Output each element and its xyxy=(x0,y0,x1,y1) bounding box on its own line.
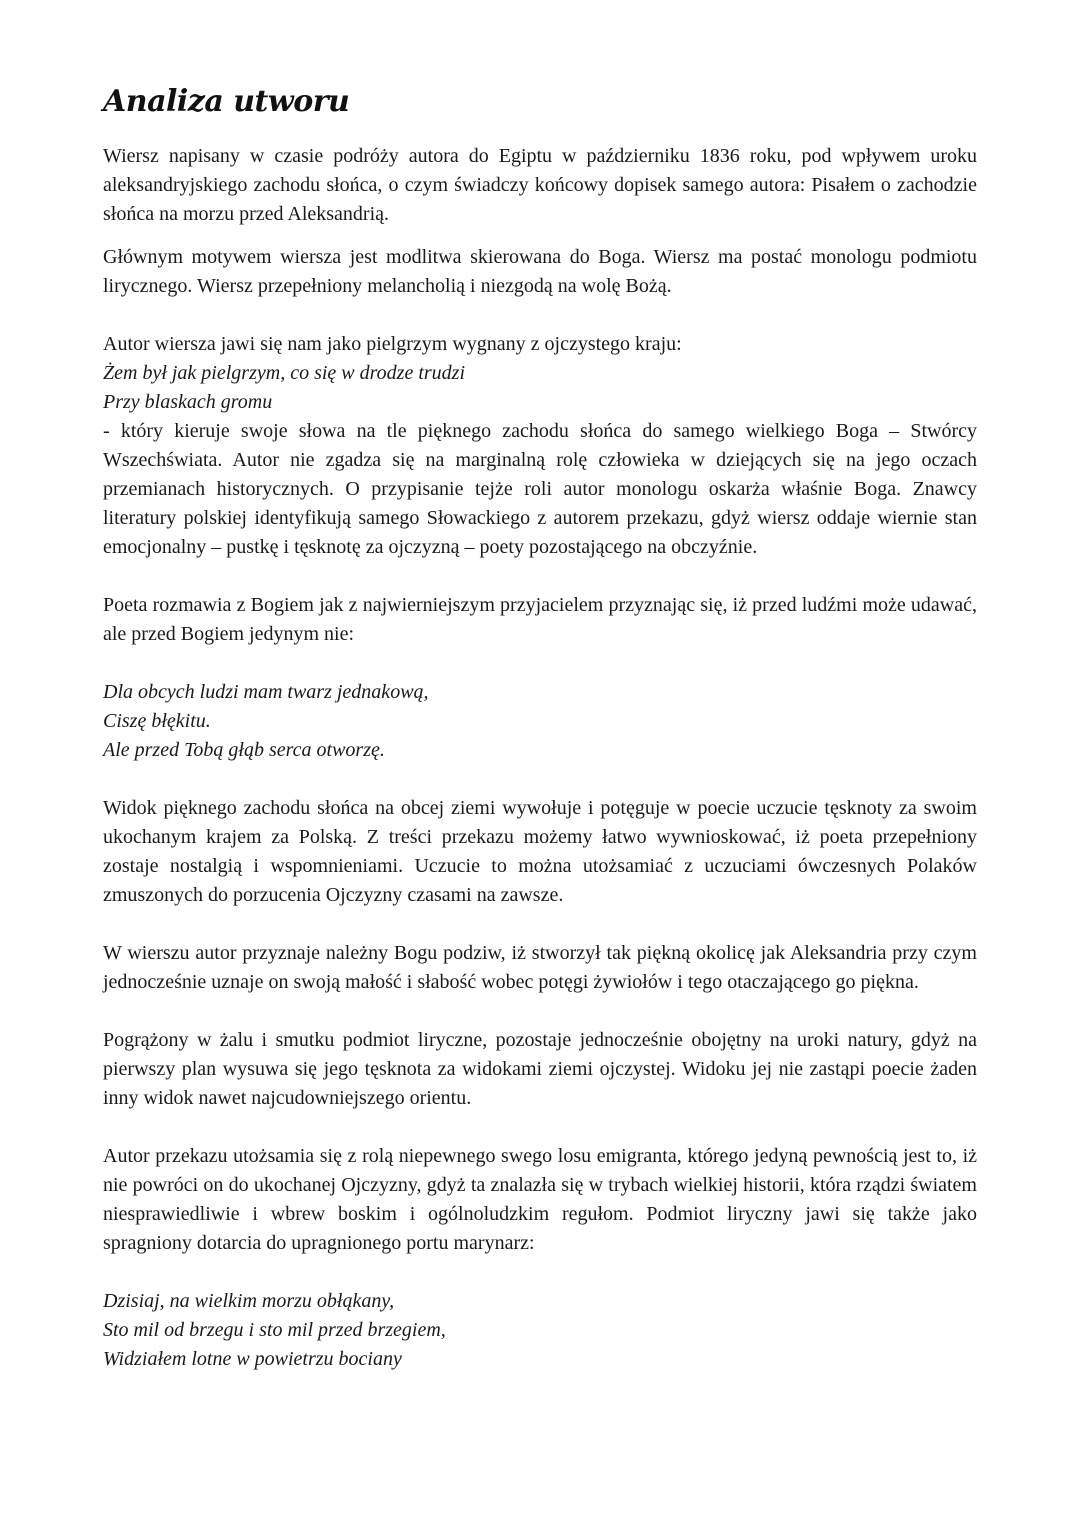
quote-3 xyxy=(103,1287,977,1374)
paragraph-3-intro: Autor wiersza jawi się nam jako pielgrzym wygnany z ojczystego kraju: xyxy=(103,333,682,355)
paragraph-8: Autor przekazu utożsamia się z rolą niepewnego swego losu emigranta, którego jedyną pewnością jest to, iż nie powróci on do ukochanej Ojczyzny, gdyż ta znalazła się w trybach wielkiej historii, która rządzi światem niesprawiedliwie i wbrew boskim i ogólnoludzkim regułom. Podmiot liryczny jawi się także jako spragniony dotarcia do upragnionego portu marynarz: xyxy=(103,1145,977,1254)
document-page xyxy=(103,82,977,1374)
quote-2-line: Ciszę błękitu. xyxy=(103,710,211,732)
paragraph-3-rest: - który kieruje swoje słowa na tle pięknego zachodu słońca do samego wielkiego Boga – Stwórcy Wszechświata. Autor nie zgadza się na marginalną rolę człowieka w dziejących się na jego oczach przemianach historycznych. O przypisanie tejże roli autor monologu oskarża właśnie Boga. Znawcy literatury polskiej identyfikują samego Słowackiego z autorem przekazu, gdyż wiersz oddaje wiernie stan emocjonalny – pustkę i tęsknotę za ojczyzną – poety pozostającego na obczyźnie. xyxy=(103,420,977,558)
paragraph-1: Wiersz napisany w czasie podróży autora do Egiptu w październiku 1836 roku, pod wpływem uroku aleksandryjskiego zachodu słońca, o czym świadczy końcowy dopisek samego autora: Pisałem o zachodzie słońca na morzu przed Aleksandrią. xyxy=(103,145,977,225)
quote-2-line: Dla obcych ludzi mam twarz jednakową, xyxy=(103,681,429,703)
quote-1 xyxy=(103,359,977,417)
paragraph-4: Poeta rozmawia z Bogiem jak z najwierniejszym przyjacielem przyznając się, iż przed ludźmi może udawać, ale przed Bogiem jedynym nie: xyxy=(103,594,977,645)
quote-1-line: Żem był jak pielgrzym, co się w drodze trudzi xyxy=(103,362,466,384)
quote-2 xyxy=(103,678,977,765)
quote-3-line: Dzisiaj, na wielkim morzu obłąkany, xyxy=(103,1290,395,1312)
page-title: Analiza utworu xyxy=(103,84,350,119)
quote-3-line: Sto mil od brzegu i sto mil przed brzegiem, xyxy=(103,1319,446,1341)
paragraph-2: Głównym motywem wiersza jest modlitwa skierowana do Boga. Wiersz ma postać monologu podmiotu lirycznego. Wiersz przepełniony melancholią i niezgodą na wolę Bożą. xyxy=(103,246,977,297)
quote-2-line: Ale przed Tobą głąb serca otworzę. xyxy=(103,739,385,761)
quote-3-line: Widziałem lotne w powietrzu bociany xyxy=(103,1348,402,1370)
paragraph-6: W wierszu autor przyznaje należny Bogu podziw, iż stworzył tak piękną okolicę jak Aleksandria przy czym jednocześnie uznaje on swoją małość i słabość wobec potęgi żywiołów i tego otaczającego go piękna. xyxy=(103,942,977,993)
paragraph-7: Pogrążony w żalu i smutku podmiot liryczne, pozostaje jednocześnie obojętny na uroki natury, gdyż na pierwszy plan wysuwa się jego tęsknota za widokami ziemi ojczystej. Widoku jej nie zastąpi poecie żaden inny widok nawet najcudowniejszego orientu. xyxy=(103,1029,977,1109)
quote-1-line: Przy blaskach gromu xyxy=(103,391,273,413)
paragraph-5: Widok pięknego zachodu słońca na obcej ziemi wywołuje i potęguje w poecie uczucie tęsknoty za swoim ukochanym krajem za Polską. Z treści przekazu możemy łatwo wywnioskować, iż poeta przepełniony zostaje nostalgią i wspomnieniami. Uczucie to można utożsamiać z uczuciami ówczesnych Polaków zmuszonych do porzucenia Ojczyzny czasami na zawsze. xyxy=(103,797,977,906)
